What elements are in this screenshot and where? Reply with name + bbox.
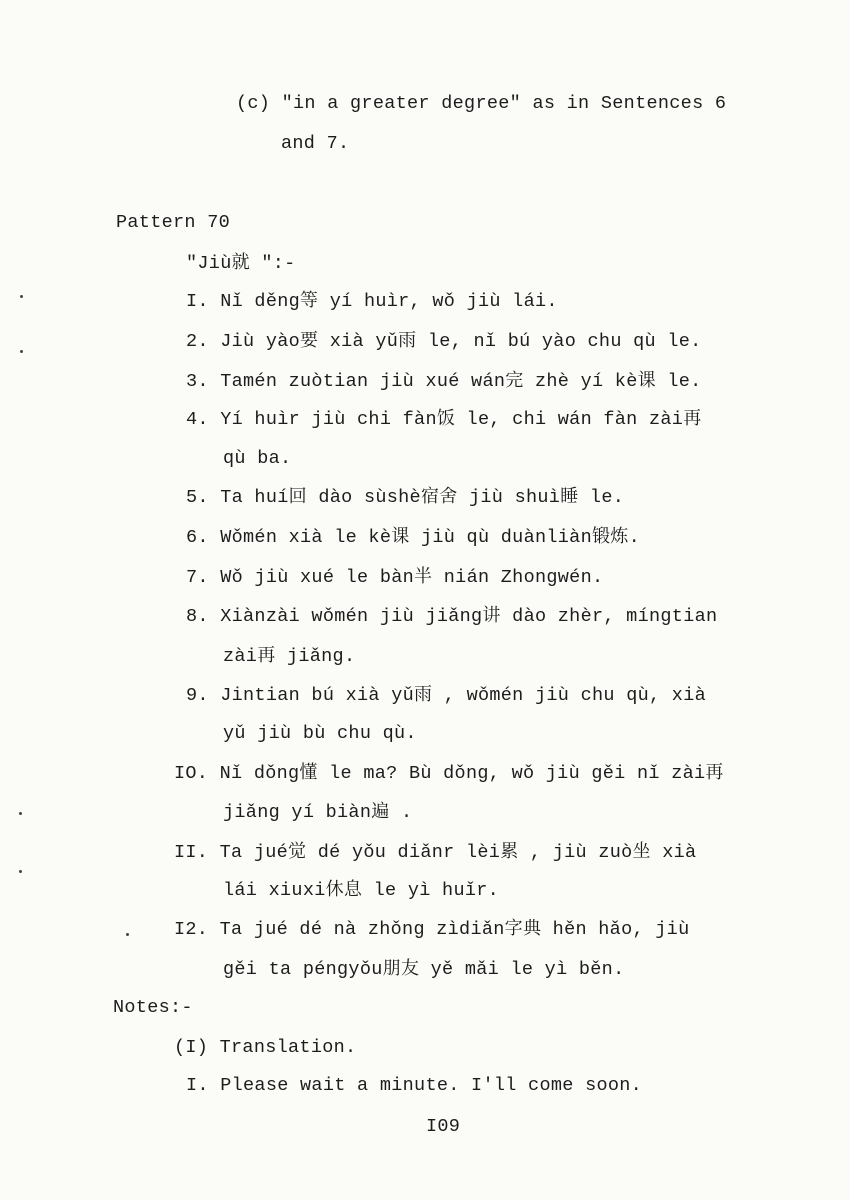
- scan-speck: [126, 933, 129, 936]
- sentence-continuation: qù ba.: [223, 448, 292, 469]
- sentence-continuation: zài再 jiǎng.: [223, 645, 356, 667]
- notes-subheading: (I) Translation.: [174, 1037, 357, 1058]
- scan-speck: [19, 812, 22, 815]
- sentence-line: 7. Wǒ jiù xué le bàn半 nián Zhongwén.: [186, 566, 604, 588]
- sentence-line: 8. Xiànzài wǒmén jiù jiǎng讲 dào zhèr, míngtian: [186, 605, 718, 627]
- sentence-continuation: gěi ta péngyǒu朋友 yě mǎi le yì běn.: [223, 958, 625, 980]
- notes-heading: Notes:-: [113, 997, 193, 1018]
- text-line: (c) "in a greater degree" as in Sentences 6: [236, 93, 727, 114]
- sentence-line: 2. Jiù yào要 xià yǔ雨 le, nǐ bú yào chu qù le.: [186, 330, 702, 352]
- sentence-continuation: lái xiuxi休息 le yì huǐr.: [223, 879, 500, 901]
- page-number: I09: [426, 1116, 461, 1137]
- text-line: and 7.: [281, 133, 350, 154]
- sentence-line: 3. Tamén zuòtian jiù xué wán完 zhè yí kè课 le.: [186, 370, 702, 392]
- sentence-line: II. Ta jué觉 dé yǒu diǎnr lèi累 , jiù zuò坐 xià: [174, 841, 697, 863]
- sentence-line: 6. Wǒmén xià le kè课 jiù qù duànliàn锻炼.: [186, 526, 640, 548]
- sentence-line: IO. Nǐ dǒng懂 le ma? Bù dǒng, wǒ jiù gěi nǐ zài再: [174, 762, 724, 784]
- scan-speck: [20, 295, 23, 298]
- sentence-continuation: yǔ jiù bù chu qù.: [223, 723, 417, 744]
- sentence-continuation: jiǎng yí biàn遍 .: [223, 801, 413, 823]
- sentence-line: 5. Ta huí回 dào sùshè宿舍 jiù shuì睡 le.: [186, 486, 625, 508]
- sentence-line: I2. Ta jué dé nà zhǒng zìdiǎn字典 hěn hǎo, jiù: [174, 918, 690, 940]
- translation-line: I. Please wait a minute. I'll come soon.: [186, 1075, 643, 1096]
- pattern-title: "Jiù就 ":-: [186, 252, 296, 274]
- section-heading: Pattern 70: [116, 212, 231, 233]
- sentence-line: I. Nǐ děng等 yí huìr, wǒ jiù lái.: [186, 290, 558, 312]
- scan-speck: [20, 350, 23, 353]
- scan-speck: [19, 870, 22, 873]
- sentence-line: 4. Yí huìr jiù chi fàn饭 le, chi wán fàn zài再: [186, 408, 702, 430]
- sentence-line: 9. Jintian bú xià yǔ雨 , wǒmén jiù chu qù, xià: [186, 684, 707, 706]
